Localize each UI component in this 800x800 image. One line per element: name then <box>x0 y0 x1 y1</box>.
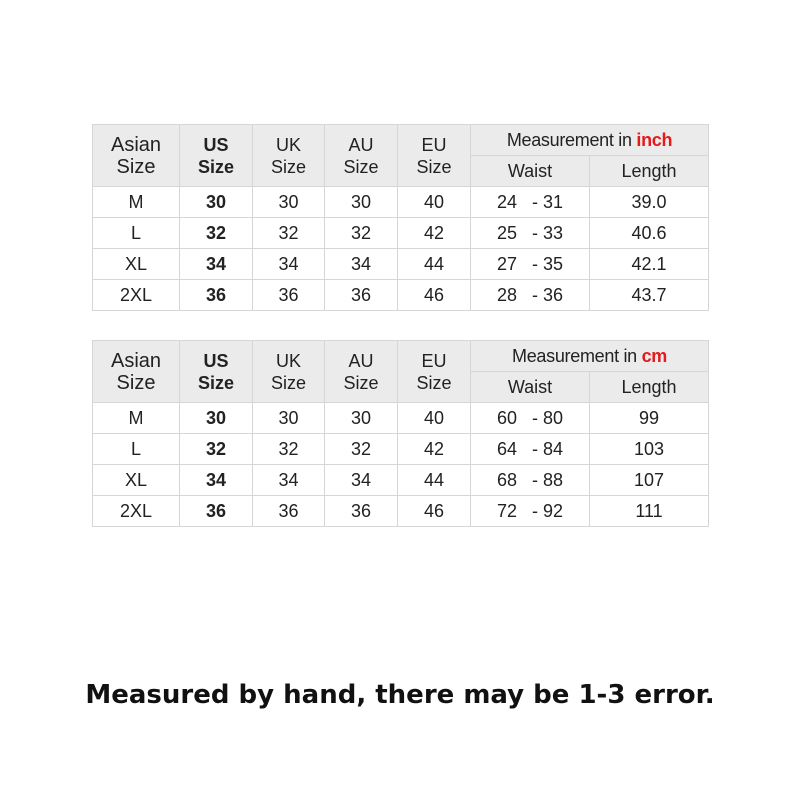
size-chart-inch-table <box>92 124 709 311</box>
asian-size-cell: L <box>93 434 180 465</box>
us-size-cell: 36 <box>180 496 253 527</box>
header-measurement-cm: Measurement in cm <box>471 341 709 372</box>
au-size-cell: 36 <box>325 280 398 311</box>
asian-size-cell: M <box>93 403 180 434</box>
eu-size-cell: 42 <box>398 434 471 465</box>
header-us-size: US Size <box>180 125 253 187</box>
length-cell: 40.6 <box>590 218 709 249</box>
waist-cell: 72 - 92 <box>471 496 590 527</box>
header-us-size: US Size <box>180 341 253 403</box>
header-waist: Waist <box>471 156 590 187</box>
waist-cell: 64 - 84 <box>471 434 590 465</box>
eu-size-cell: 46 <box>398 496 471 527</box>
length-cell: 111 <box>590 496 709 527</box>
table-row <box>93 434 709 465</box>
header-eu-size: EU Size <box>398 341 471 403</box>
us-size-cell: 34 <box>180 465 253 496</box>
asian-size-cell: XL <box>93 465 180 496</box>
length-cell: 42.1 <box>590 249 709 280</box>
length-cell: 107 <box>590 465 709 496</box>
au-size-cell: 32 <box>325 218 398 249</box>
au-size-cell: 30 <box>325 187 398 218</box>
us-size-cell: 32 <box>180 218 253 249</box>
unit-inch-label: inch <box>636 130 673 150</box>
measurement-disclaimer: Measured by hand, there may be 1-3 error. <box>85 680 715 710</box>
header-uk-size: UK Size <box>253 125 325 187</box>
uk-size-cell: 32 <box>253 218 325 249</box>
size-chart-cm-table <box>92 340 709 527</box>
uk-size-cell: 30 <box>253 403 325 434</box>
uk-size-cell: 32 <box>253 434 325 465</box>
table-row <box>93 403 709 434</box>
header-asian-size: Asian Size <box>93 341 180 403</box>
header-asian-size: Asian Size <box>93 125 180 187</box>
au-size-cell: 34 <box>325 465 398 496</box>
length-cell: 99 <box>590 403 709 434</box>
table-row <box>93 187 709 218</box>
us-size-cell: 34 <box>180 249 253 280</box>
table-row <box>93 249 709 280</box>
eu-size-cell: 44 <box>398 465 471 496</box>
us-size-cell: 30 <box>180 187 253 218</box>
header-measurement-inch: Measurement in inch <box>471 125 709 156</box>
au-size-cell: 34 <box>325 249 398 280</box>
length-cell: 43.7 <box>590 280 709 311</box>
asian-size-cell: XL <box>93 249 180 280</box>
uk-size-cell: 30 <box>253 187 325 218</box>
waist-cell: 68 - 88 <box>471 465 590 496</box>
asian-size-cell: L <box>93 218 180 249</box>
uk-size-cell: 36 <box>253 280 325 311</box>
au-size-cell: 36 <box>325 496 398 527</box>
uk-size-cell: 34 <box>253 465 325 496</box>
eu-size-cell: 42 <box>398 218 471 249</box>
uk-size-cell: 34 <box>253 249 325 280</box>
table-row <box>93 280 709 311</box>
asian-size-cell: 2XL <box>93 280 180 311</box>
length-cell: 103 <box>590 434 709 465</box>
us-size-cell: 36 <box>180 280 253 311</box>
asian-size-cell: M <box>93 187 180 218</box>
waist-cell: 28 - 36 <box>471 280 590 311</box>
header-eu-size: EU Size <box>398 125 471 187</box>
header-length: Length <box>590 372 709 403</box>
header-uk-size: UK Size <box>253 341 325 403</box>
eu-size-cell: 40 <box>398 187 471 218</box>
table-row <box>93 496 709 527</box>
table-row <box>93 218 709 249</box>
au-size-cell: 32 <box>325 434 398 465</box>
length-cell: 39.0 <box>590 187 709 218</box>
waist-cell: 27 - 35 <box>471 249 590 280</box>
waist-cell: 24 - 31 <box>471 187 590 218</box>
header-waist: Waist <box>471 372 590 403</box>
unit-cm-label: cm <box>641 346 667 366</box>
header-au-size: AU Size <box>325 341 398 403</box>
eu-size-cell: 46 <box>398 280 471 311</box>
au-size-cell: 30 <box>325 403 398 434</box>
eu-size-cell: 40 <box>398 403 471 434</box>
eu-size-cell: 44 <box>398 249 471 280</box>
header-au-size: AU Size <box>325 125 398 187</box>
header-length: Length <box>590 156 709 187</box>
us-size-cell: 32 <box>180 434 253 465</box>
table-row <box>93 465 709 496</box>
waist-cell: 25 - 33 <box>471 218 590 249</box>
us-size-cell: 30 <box>180 403 253 434</box>
asian-size-cell: 2XL <box>93 496 180 527</box>
uk-size-cell: 36 <box>253 496 325 527</box>
waist-cell: 60 - 80 <box>471 403 590 434</box>
